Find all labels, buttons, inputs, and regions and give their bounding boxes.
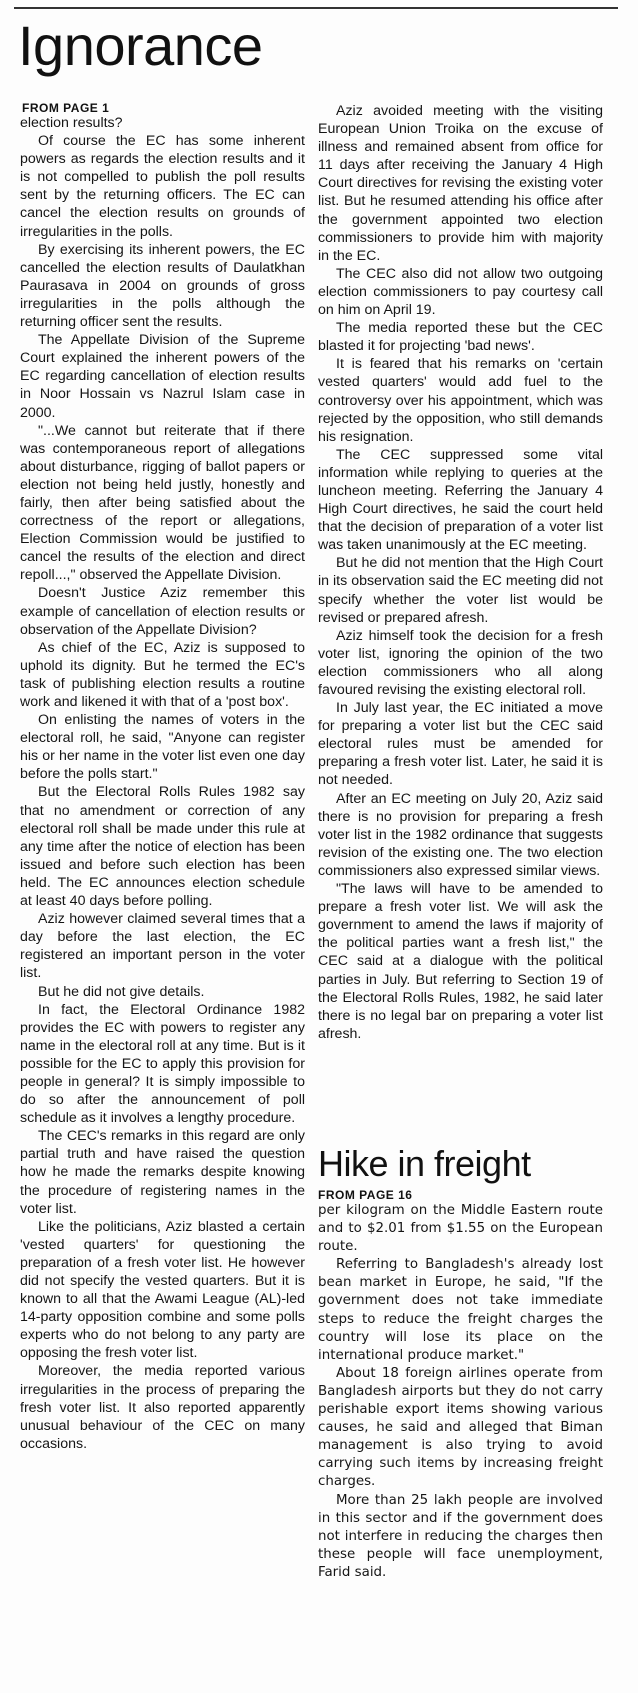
paragraph: The CEC also did not allow two outgoing election commissioners to pay courtesy call on him on April 19. (318, 265, 603, 319)
paragraph: The Appellate Division of the Supreme Court explained the inherent powers of the EC regarding cancellation of election results in Noor Hossain vs Nazrul Islam case in 2000. (20, 332, 305, 421)
paragraph: But he did not mention that the High Court in its observation said the EC meeting did not specify whether the voter list would be revised or prepared afresh. (318, 555, 603, 626)
paragraph: Aziz himself took the decision for a fresh voter list, ignoring the opinion of the two election commissioners who all along favoured revising the existing electoral roll. (318, 627, 603, 698)
paragraph: Referring to Bangladesh's already lost bean market in Europe, he said, "If the government does not take immediate steps to reduce the freight charges the country will lose its place on the international produce market." (318, 1257, 603, 1363)
paragraph: The media reported these but the CEC blasted it for projecting 'bad news'. (318, 320, 603, 355)
article-hike-in-freight-body (318, 1202, 603, 1582)
paragraph: Doesn't Justice Aziz remember this example of cancellation of election results or observation of the Appellate Division? (20, 585, 305, 638)
paragraph: But he did not give details. (38, 983, 205, 1000)
headline-hike-in-freight: Hike in freight (318, 1143, 531, 1184)
kicker-from-page-1: FROM PAGE 1 (22, 101, 110, 115)
paragraph: On enlisting the names of voters in the electoral roll, he said, "Anyone can register his or her name in the voter list even one day before the polls start." (20, 712, 305, 783)
top-rule (14, 7, 618, 9)
paragraph: More than 25 lakh people are involved in this sector and if the government does not interfere in reducing the charges then these people will face unemployment, Farid said. (318, 1492, 603, 1580)
paragraph: But the Electoral Rolls Rules 1982 say that no amendment or correction of any electoral roll shall be made under this rule at any time after the notice of election has been issued and before such election has been held. The EC announces election schedule at least 40 days before polling. (20, 784, 305, 910)
article-ignorance-column-1 (20, 114, 305, 1453)
paragraph: By exercising its inherent powers, the EC cancelled the election results of Daulatkhan Paurasava in 2004 on grounds of gross irregularities in the polls although the returning officer sent the results. (20, 241, 305, 331)
paragraph: Of course the EC has some inherent powers as regards the election results and it is not compelled to publish the poll results sent by the returning officers. The EC can cancel the election results on grounds of irregularities in the polls. (20, 133, 305, 240)
article-ignorance-column-2 (318, 102, 603, 1043)
paragraph: "The laws will have to be amended to prepare a fresh voter list. We will ask the government to amend the laws if majority of the political parties want a fresh list," the CEC said at a dialogue with the political parties in July. But referring to Section 19 of the Electoral Rolls Rules, 1982, he said later there is no legal bar on preparing a voter list afresh. (318, 881, 603, 1042)
paragraph: election results? (20, 115, 123, 131)
paragraph: Like the politicians, Aziz blasted a certain 'vested quarters' for questioning the preparation of a fresh voter list. He however did not specify the vested quarters. But it is known to all that the Awami League (AL)-led 14-party opposition combine and some polls experts who do not belong to any party are opposing the fresh voter list. (20, 1218, 305, 1362)
paragraph: Aziz avoided meeting with the visiting European Union Troika on the excuse of illness and remained absent from office for 11 days after receiving the January 4 High Court directives for revising the existing voter list. But he resumed attending his office after the government appointed two election commissioners to provide him with majority in the EC. (318, 103, 603, 264)
paragraph: It is feared that his remarks on 'certain vested quarters' would add fuel to the controversy over his appointment, which was rejected by the opposition, who still demands his resignation. (318, 356, 603, 445)
paragraph: "...We cannot but reiterate that if there was contemporaneous report of allegations about disturbance, rigging of ballot papers or election not being held justly, honestly and fairly, then after being satisfied about the correctness of the report or allegations, Election Commission would be justified to cancel the results of the election and direct repoll...," observed the Appellate Division. (20, 422, 305, 584)
paragraph: As chief of the EC, Aziz is supposed to uphold its dignity. But he termed the EC's task of publishing election results a routine work and likened it with that of a 'post box'. (20, 639, 305, 710)
paragraph: After an EC meeting on July 20, Aziz said there is no provision for preparing a fresh voter list in the 1982 ordinance that suggests revision of the existing one. The two election commissioners also expressed similar views. (318, 790, 603, 879)
paragraph: In July last year, the EC initiated a move for preparing a voter list but the CEC said electoral rules must be amended for preparing a fresh voter list. Later, he said it is not needed. (318, 700, 603, 789)
paragraph: Aziz however claimed several times that a day before the last election, the EC registered an important person in the voter list. (20, 911, 305, 982)
paragraph: Moreover, the media reported various irregularities in the process of preparing the fresh voter list. It also reported apparently unusual behaviour of the CEC on many occasions. (20, 1363, 305, 1452)
paragraph: About 18 foreign airlines operate from Bangladesh airports but they do not carry perishable export items showing various causes, he said and alleged that Biman management is also trying to avoid carrying such items by increasing freight charges. (318, 1365, 603, 1490)
paragraph: In fact, the Electoral Ordinance 1982 provides the EC with powers to register any name in the electoral roll at any time. But is it possible for the EC to apply this provision for people in general? It is simply impossible to do so after the announcement of poll schedule as it involves a lengthy procedure. (20, 1001, 305, 1127)
paragraph: per kilogram on the Middle Eastern route and to $2.01 from $1.55 on the European route. (318, 1203, 603, 1255)
kicker-from-page-16: FROM PAGE 16 (318, 1188, 413, 1202)
headline-ignorance: Ignorance (18, 14, 263, 77)
paragraph: The CEC suppressed some vital information while replying to queries at the luncheon meeting. Referring the January 4 High Court directives, he said the court held that the decision of preparation of a voter list was taken unanimously at the EC meeting. (318, 446, 603, 554)
paragraph: The CEC's remarks in this regard are only partial truth and have raised the question how he made the remarks despite knowing the procedure of registering names in the voter list. (20, 1128, 305, 1217)
